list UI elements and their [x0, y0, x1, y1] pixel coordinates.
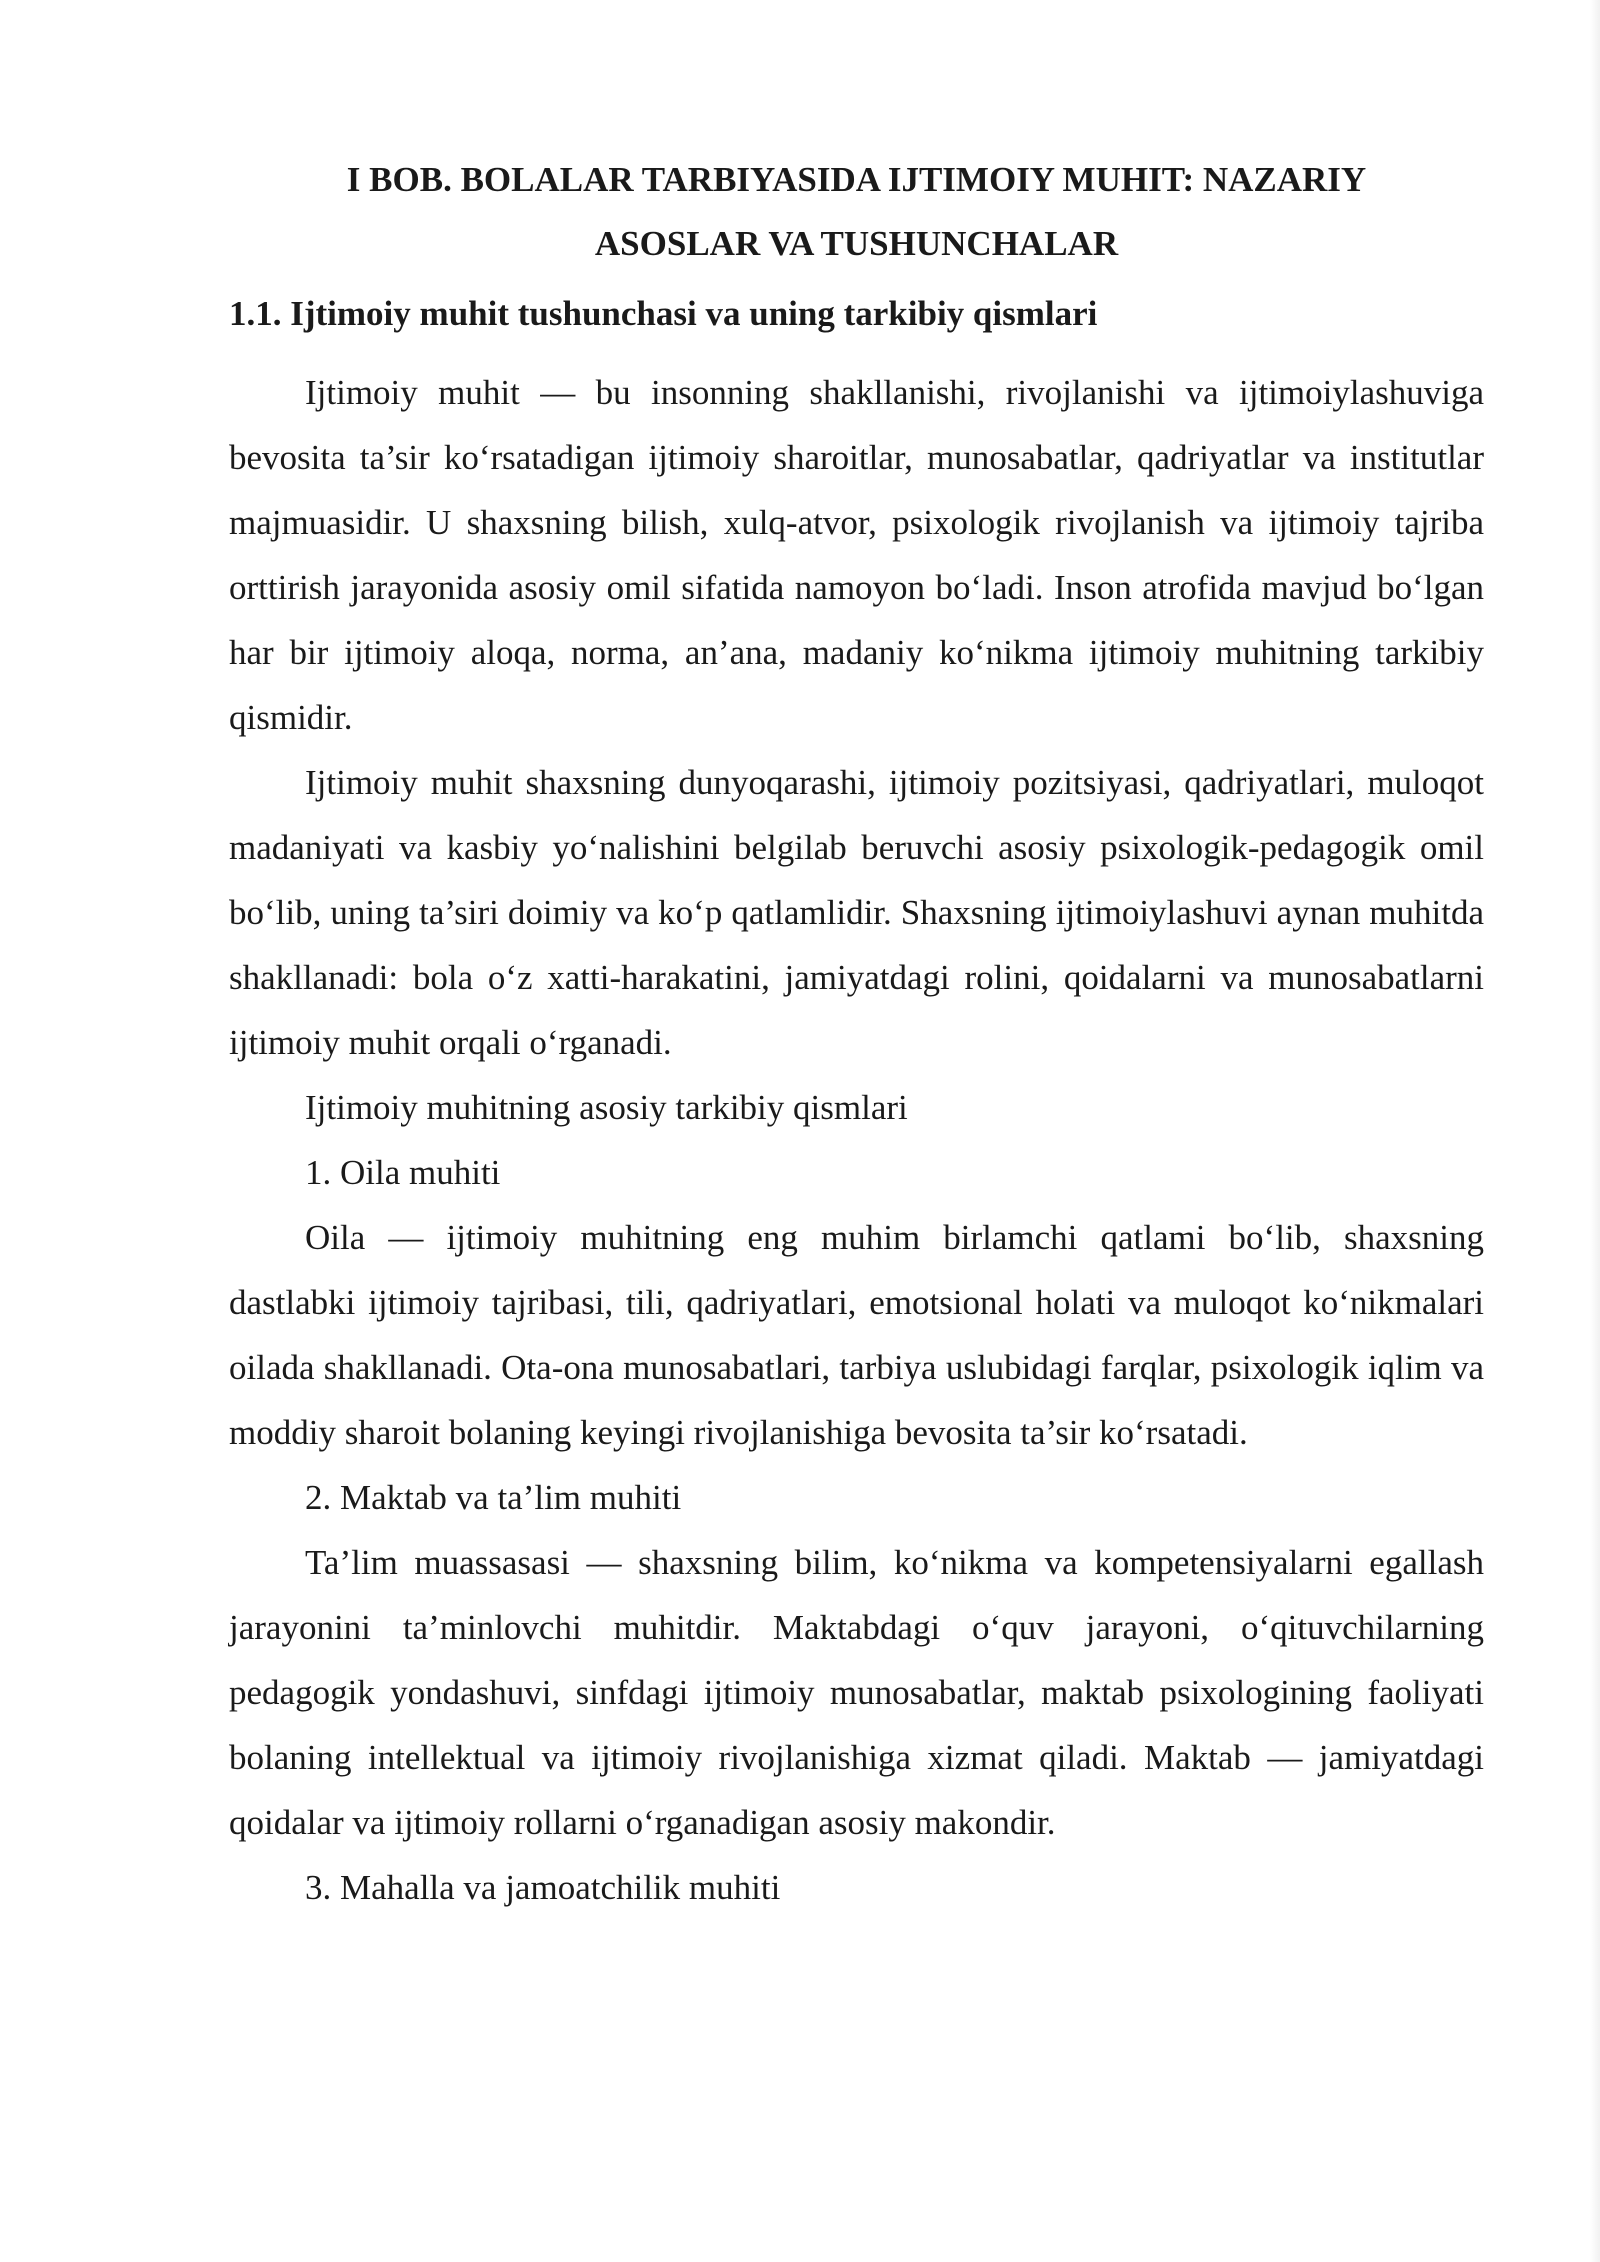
chapter-title-line-2: ASOSLAR VA TUSHUNCHALAR — [594, 224, 1119, 263]
chapter-title — [229, 148, 1484, 276]
section-title: 1.1. Ijtimoiy muhit tushunchasi va uning tarkibiy qismlari — [229, 294, 1098, 333]
paragraph-influence: Ijtimoiy muhit shaxsning dunyoqarashi, ijtimoiy pozitsiyasi, qadriyatlari, muloqot madaniyati va kasbiy yo‘nalishini belgilab beruvchi asosiy psixologik-pedagogik omil bo‘lib, uning ta’siri doimiy va ko‘p qatlamlidir. Shaxsning ijtimoiylashuvi aynan muhitda shakllanadi: bola o‘z xatti-harakatini, jamiyatdagi rolini, qoidalarni va munosabatlarni ijtimoiy muhit orqali o‘rganadi. — [229, 763, 1484, 1062]
subheading-family: 1. Oila muhiti — [305, 1153, 501, 1192]
paragraph-definition: Ijtimoiy muhit — bu insonning shakllanishi, rivojlanishi va ijtimoiylashuviga bevosita ta’sir ko‘rsatadigan ijtimoiy sharoitlar, munosabatlar, qadriyatlar va institutlar majmuasidir. U shaxsning bilish, xulq-atvor, psixologik rivojlanish va ijtimoiy tajriba orttirish jarayonida asosiy omil sifatida namoyon bo‘ladi. Inson atrofida mavjud bo‘lgan har bir ijtimoiy aloqa, norma, an’ana, madaniy ko‘nikma ijtimoiy muhitning tarkibiy qismidir. — [229, 373, 1484, 737]
paragraph-school: Ta’lim muassasasi — shaxsning bilim, ko‘nikma va kompetensiyalarni egallash jarayonini ta’minlovchi muhitdir. Maktabdagi o‘quv jarayoni, o‘qituvchilarning pedagogik yondashuvi, sinfdagi ijtimoiy munosabatlar, maktab psixologining faoliyati bolaning intellektual va ijtimoiy rivojlanishiga xizmat qiladi. Maktab — jamiyatdagi qoidalar va ijtimoiy rollarni o‘rganadigan asosiy makondir. — [229, 1543, 1484, 1842]
paragraph-family: Oila — ijtimoiy muhitning eng muhim birlamchi qatlami bo‘lib, shaxsning dastlabki ijtimoiy tajribasi, tili, qadriyatlari, emotsional holati va muloqot ko‘nikmalari oilada shakllanadi. Ota-ona munosabatlari, tarbiya uslubidagi farqlar, psixologik iqlim va moddiy sharoit bolaning keyingi rivojlanishiga bevosita ta’sir ko‘rsatadi. — [229, 1218, 1484, 1452]
subheading-components: Ijtimoiy muhitning asosiy tarkibiy qismlari — [305, 1088, 908, 1127]
chapter-title-line-1: I BOB. BOLALAR TARBIYASIDA IJTIMOIY MUHIT: NAZARIY — [346, 160, 1367, 199]
subheading-school: 2. Maktab va ta’lim muhiti — [305, 1478, 682, 1517]
page-edge-shadow — [1590, 0, 1600, 2262]
page-content — [229, 148, 1484, 1920]
subheading-community: 3. Mahalla va jamoatchilik muhiti — [305, 1868, 781, 1907]
